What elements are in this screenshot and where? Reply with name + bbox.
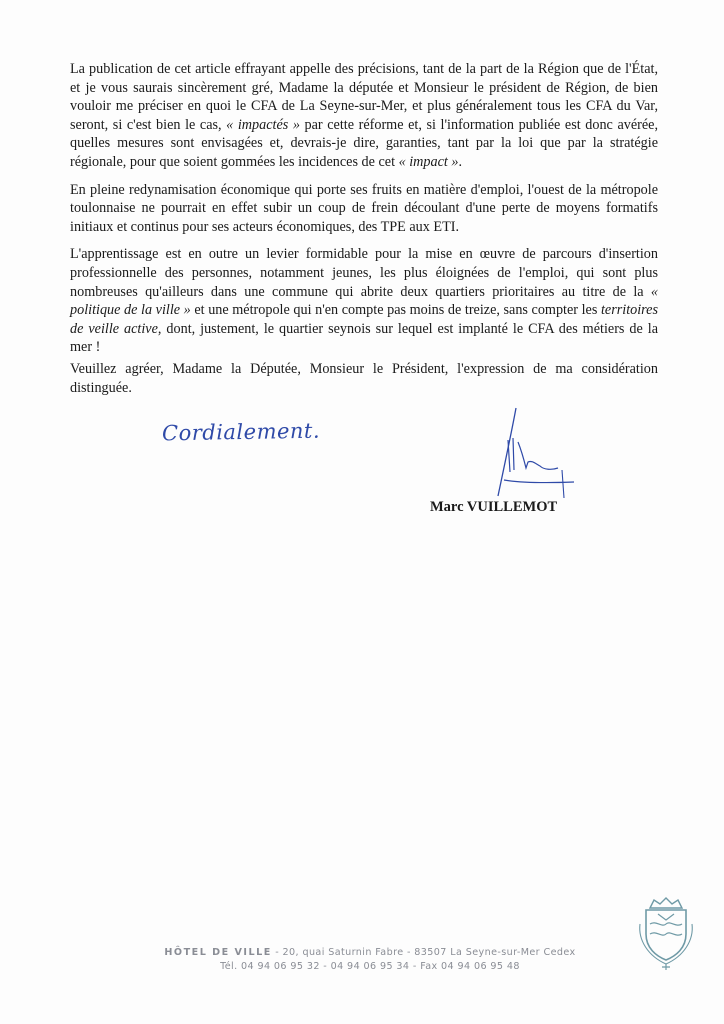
closing-formula: Veuillez agréer, Madame la Députée, Monsieur le Président, l'expression de ma considération distinguée. (70, 361, 658, 396)
footer-phone-line: Tél. 04 94 06 95 32 - 04 94 06 95 34 - Fax 04 94 06 95 48 (220, 961, 520, 972)
handwritten-greeting: Cordialement. (161, 418, 321, 446)
signer-name: Marc VUILLEMOT (430, 499, 558, 515)
town-crest-icon (636, 894, 696, 972)
footer-address-line: HÔTEL DE VILLE - 20, quai Saturnin Fabre - 83507 La Seyne-sur-Mer Cedex (164, 947, 576, 958)
signature-image (478, 400, 578, 500)
paragraph-3: L'apprentissage est en outre un levier formidable pour la mise en œuvre de parcours d'insertion professionnelle des personnes, notamment jeunes, les plus éloignées de l'emploi, qui sont plus nombreuses qu'ailleurs dans une commune qui abrite deux quartiers prioritaires au titre de la « politique de la ville » et une métropole qui n'en compte pas moins de treize, sans compter les territoires de veille active, dont, justement, le quartier seynois sur lequel est implanté le CFA des métiers de la mer ! (70, 246, 658, 356)
paragraph-1: La publication de cet article effrayant appelle des précisions, tant de la part de la Région que de l'État, et je vous saurais sincèrement gré, Madame la députée et Monsieur le président de Région, de bien vouloir me préciser en quoi le CFA de La Seyne-sur-Mer, et plus généralement tous les CFA du Var, seront, si c'est bien le cas, « impactés » par cette réforme et, si l'information publiée est donc avérée, quelles mesures sont envisagées et, devrais-je dire, garanties, tant par la loi que par la stratégie régionale, pour que soient gommées les incidences de cet « impact ». (70, 61, 658, 170)
letter-body (70, 60, 658, 366)
paragraph-2: En pleine redynamisation économique qui porte ses fruits en matière d'emploi, l'ouest de la métropole toulonnaise ne pourrait en effet subir un coup de frein découlant d'une perte de moyens formatifs initiaux et continus pour ses acteurs économiques, des TPE aux ETI. (70, 181, 658, 235)
letterhead-footer (150, 946, 590, 974)
